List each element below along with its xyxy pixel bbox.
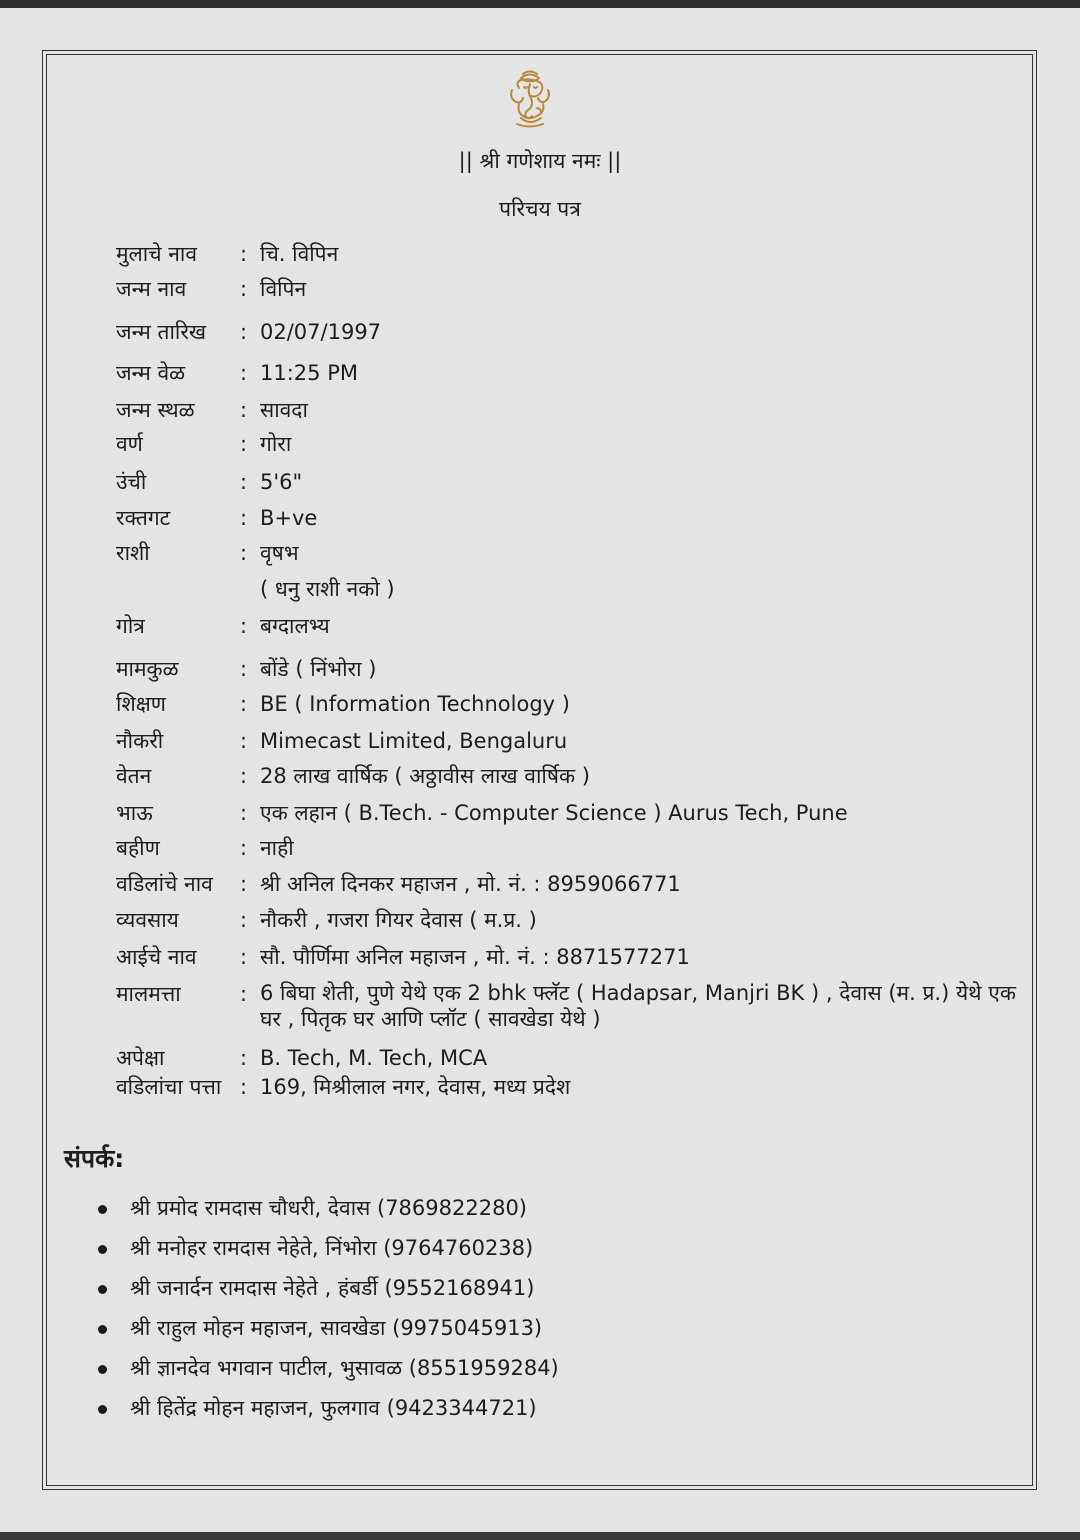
detail-separator: :: [240, 1075, 248, 1099]
detail-value: 02/07/1997: [260, 320, 382, 344]
invocation-text: || श्री गणेशाय नमः ||: [458, 149, 622, 173]
detail-separator: :: [240, 692, 248, 716]
detail-value: ( धनु राशी नको ): [260, 577, 395, 601]
detail-label: जन्म तारिख: [116, 320, 207, 344]
contact-text: श्री राहुल मोहन महाजन, सावखेडा (9975045913): [130, 1316, 543, 1340]
detail-value: B. Tech, M. Tech, MCA: [260, 1046, 488, 1070]
detail-separator: :: [240, 361, 248, 385]
detail-value: B+ve: [260, 506, 318, 530]
detail-value: सौ. पौर्णिमा अनिल महाजन , मो. नं. : 8871577271: [260, 945, 690, 969]
detail-value: श्री अनिल दिनकर महाजन , मो. नं. : 8959066771: [260, 872, 681, 896]
detail-label: राशी: [116, 541, 150, 565]
detail-separator: :: [240, 729, 248, 753]
detail-value: 169, मिश्रीलाल नगर, देवास, मध्य प्रदेश: [260, 1075, 571, 1099]
detail-value: सावदा: [260, 398, 308, 422]
contact-text: श्री हितेंद्र मोहन महाजन, फुलगाव (9423344721): [130, 1396, 537, 1420]
detail-label: जन्म नाव: [116, 277, 187, 301]
detail-separator: :: [240, 764, 248, 788]
detail-label: वडिलांचे नाव: [116, 872, 213, 896]
detail-separator: :: [240, 836, 248, 860]
detail-value: बग्दालभ्य: [260, 614, 330, 638]
detail-separator: :: [240, 657, 248, 681]
detail-value: 6 बिघा शेती, पुणे येथे एक 2 bhk फ्लॅट ( Hadapsar, Manjri BK ) , देवास (म. प्र.) येथे एक घर , पितृक घर आणि प्लॉट ( सावखेडा येथे ): [260, 981, 1016, 1031]
bullet-icon: [98, 1285, 107, 1294]
detail-value: 5'6": [260, 470, 303, 494]
bullet-icon: [98, 1205, 107, 1214]
detail-value: नौकरी , गजरा गियर देवास ( म.प्र. ): [260, 908, 537, 932]
detail-value: BE ( Information Technology ): [260, 692, 570, 716]
detail-label: वेतन: [116, 764, 152, 788]
detail-value: नाही: [260, 836, 294, 860]
detail-label: रक्तगट: [116, 506, 171, 530]
detail-label: नौकरी: [116, 729, 164, 753]
detail-label: मामकुळ: [116, 657, 179, 681]
detail-value: 28 लाख वार्षिक ( अठ्ठावीस लाख वार्षिक ): [260, 764, 590, 788]
detail-label: व्यवसाय: [116, 908, 179, 932]
detail-label: भाऊ: [116, 801, 153, 825]
detail-separator: :: [240, 872, 248, 896]
detail-separator: :: [240, 506, 248, 530]
detail-separator: :: [240, 398, 248, 422]
detail-label: वडिलांचा पत्ता: [116, 1075, 222, 1099]
detail-value: 11:25 PM: [260, 361, 358, 385]
detail-value: विपिन: [260, 277, 307, 301]
detail-separator: :: [240, 320, 248, 344]
detail-label: अपेक्षा: [116, 1046, 165, 1070]
detail-label: मालमत्ता: [116, 982, 181, 1006]
detail-label: आईचे नाव: [116, 945, 197, 969]
detail-value: वृषभ: [260, 541, 299, 565]
detail-separator: :: [240, 242, 248, 266]
detail-label: बहीण: [116, 836, 160, 860]
detail-label: मुलाचे नाव: [116, 242, 198, 266]
detail-separator: :: [240, 277, 248, 301]
detail-separator: :: [240, 982, 248, 1006]
detail-separator: :: [240, 614, 248, 638]
bottom-bar: [0, 1532, 1080, 1540]
bullet-icon: [98, 1325, 107, 1334]
detail-separator: :: [240, 801, 248, 825]
top-status-bar: [0, 0, 1080, 8]
detail-value: गोरा: [260, 432, 292, 456]
detail-separator: :: [240, 470, 248, 494]
detail-value: चि. विपिन: [260, 242, 339, 266]
detail-separator: :: [240, 541, 248, 565]
ganesha-icon: [507, 68, 553, 130]
detail-label: गोत्र: [116, 614, 145, 638]
detail-label: जन्म स्थळ: [116, 398, 195, 422]
detail-value: Mimecast Limited, Bengaluru: [260, 729, 568, 753]
page-title: परिचय पत्र: [499, 197, 581, 221]
bullet-icon: [98, 1365, 107, 1374]
detail-label: जन्म वेळ: [116, 361, 186, 385]
detail-separator: :: [240, 432, 248, 456]
detail-label: उंची: [116, 470, 147, 494]
detail-value: बोंडे ( निंभोरा ): [260, 657, 377, 681]
contact-text: श्री जनार्दन रामदास नेहेते , हंबर्डी (9552168941): [130, 1276, 535, 1300]
detail-value: एक लहान ( B.Tech. - Computer Science ) Aurus Tech, Pune: [260, 801, 848, 825]
detail-separator: :: [240, 945, 248, 969]
contact-text: श्री मनोहर रामदास नेहेते, निंभोरा (9764760238): [130, 1236, 534, 1260]
detail-label: शिक्षण: [116, 692, 166, 716]
detail-label: वर्ण: [116, 432, 143, 456]
bullet-icon: [98, 1405, 107, 1414]
detail-separator: :: [240, 1046, 248, 1070]
detail-separator: :: [240, 908, 248, 932]
bullet-icon: [98, 1245, 107, 1254]
contact-text: श्री प्रमोद रामदास चौधरी, देवास (7869822280): [130, 1196, 528, 1220]
contact-heading: संपर्क:: [64, 1144, 125, 1173]
contact-text: श्री ज्ञानदेव भगवान पाटील, भुसावळ (8551959284): [130, 1356, 559, 1380]
